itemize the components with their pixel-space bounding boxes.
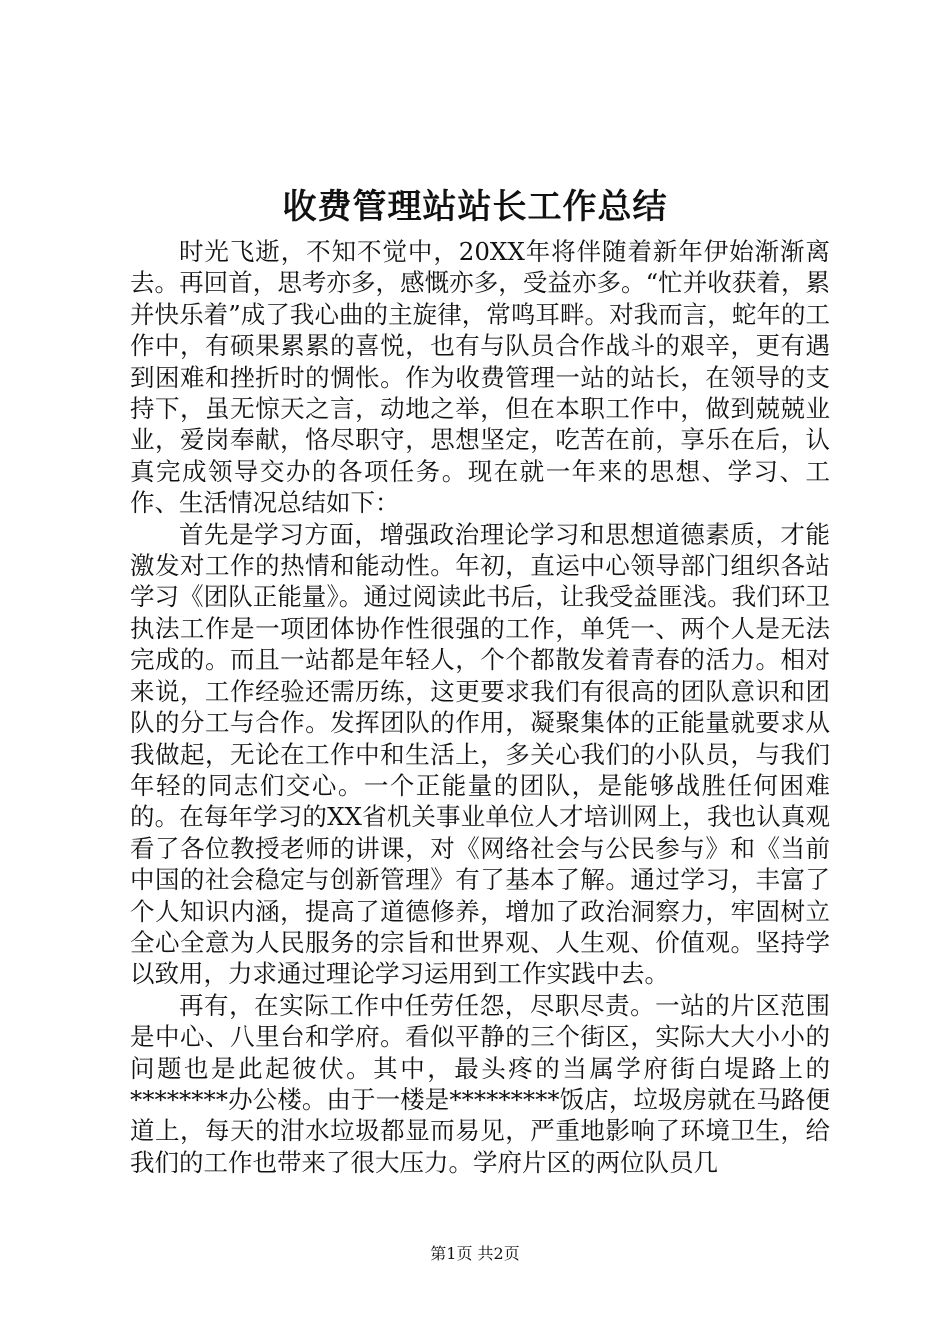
paragraph-study: 首先是学习方面，增强政治理论学习和思想道德素质，才能激发对工作的热情和能动性。年初，直运中心领导部门组织各站学习《团队正能量》。通过阅读此书后，让我受益匪浅。我们环卫执法工作是一项团体协作性很强的工作，单凭一、两个人是无法完成的。而且一站都是年轻人，个个都散发着青春的活力。相对来说，工作经验还需历练，这更要求我们有很高的团队意识和团队的分工与合作。发挥团队的作用，凝聚集体的正能量就要求从我做起，无论在工作中和生活上，多关心我们的小队员，与我们年轻的同志们交心。一个正能量的团队，是能够战胜任何困难的。在每年学习的XX省机关事业单位人才培训网上，我也认真观看了各位教授老师的讲课，对《网络社会与公民参与》和《当前中国的社会稳定与创新管理》有了基本了解。通过学习，丰富了个人知识内涵，提高了道德修养，增加了政治洞察力，牢固树立全心全意为人民服务的宗旨和世界观、人生观、价值观。坚持学以致用，力求通过理论学习运用到工作实践中去。 [130,519,830,989]
document-title: 收费管理站站长工作总结 [282,187,668,227]
document-body [130,236,830,1178]
paragraph-intro: 时光飞逝，不知不觉中，20XX年将伴随着新年伊始渐渐离去。再回首，思考亦多，感慨亦多，受益亦多。“忙并收获着，累并快乐着”成了我心曲的主旋律，常鸣耳畔。对我而言，蛇年的工作中，有硕果累累的喜悦，也有与队员合作战斗的艰辛，更有遇到困难和挫折时的惆怅。作为收费管理一站的站长，在领导的支持下，虽无惊天之言，动地之举，但在本职工作中，做到兢兢业业，爱岗奉献，恪尽职守，思想坚定，吃苦在前，享乐在后，认真完成领导交办的各项任务。现在就一年来的思想、学习、工作、生活情况总结如下： [130,237,830,518]
page-number-footer: 第1页 共2页 [430,1244,520,1263]
paragraph-work: 再有，在实际工作中任劳任怨，尽职尽责。一站的片区范围是中心、八里台和学府。看似平静的三个街区，实际大大小小的问题也是此起彼伏。其中，最头疼的当属学府街白堤路上的********办公楼。由于一楼是*********饭店，垃圾房就在马路便道上，每天的泔水垃圾都显而易见，严重地影响了环境卫生，给我们的工作也带来了很大压力。学府片区的两位队员几 [130,990,830,1177]
